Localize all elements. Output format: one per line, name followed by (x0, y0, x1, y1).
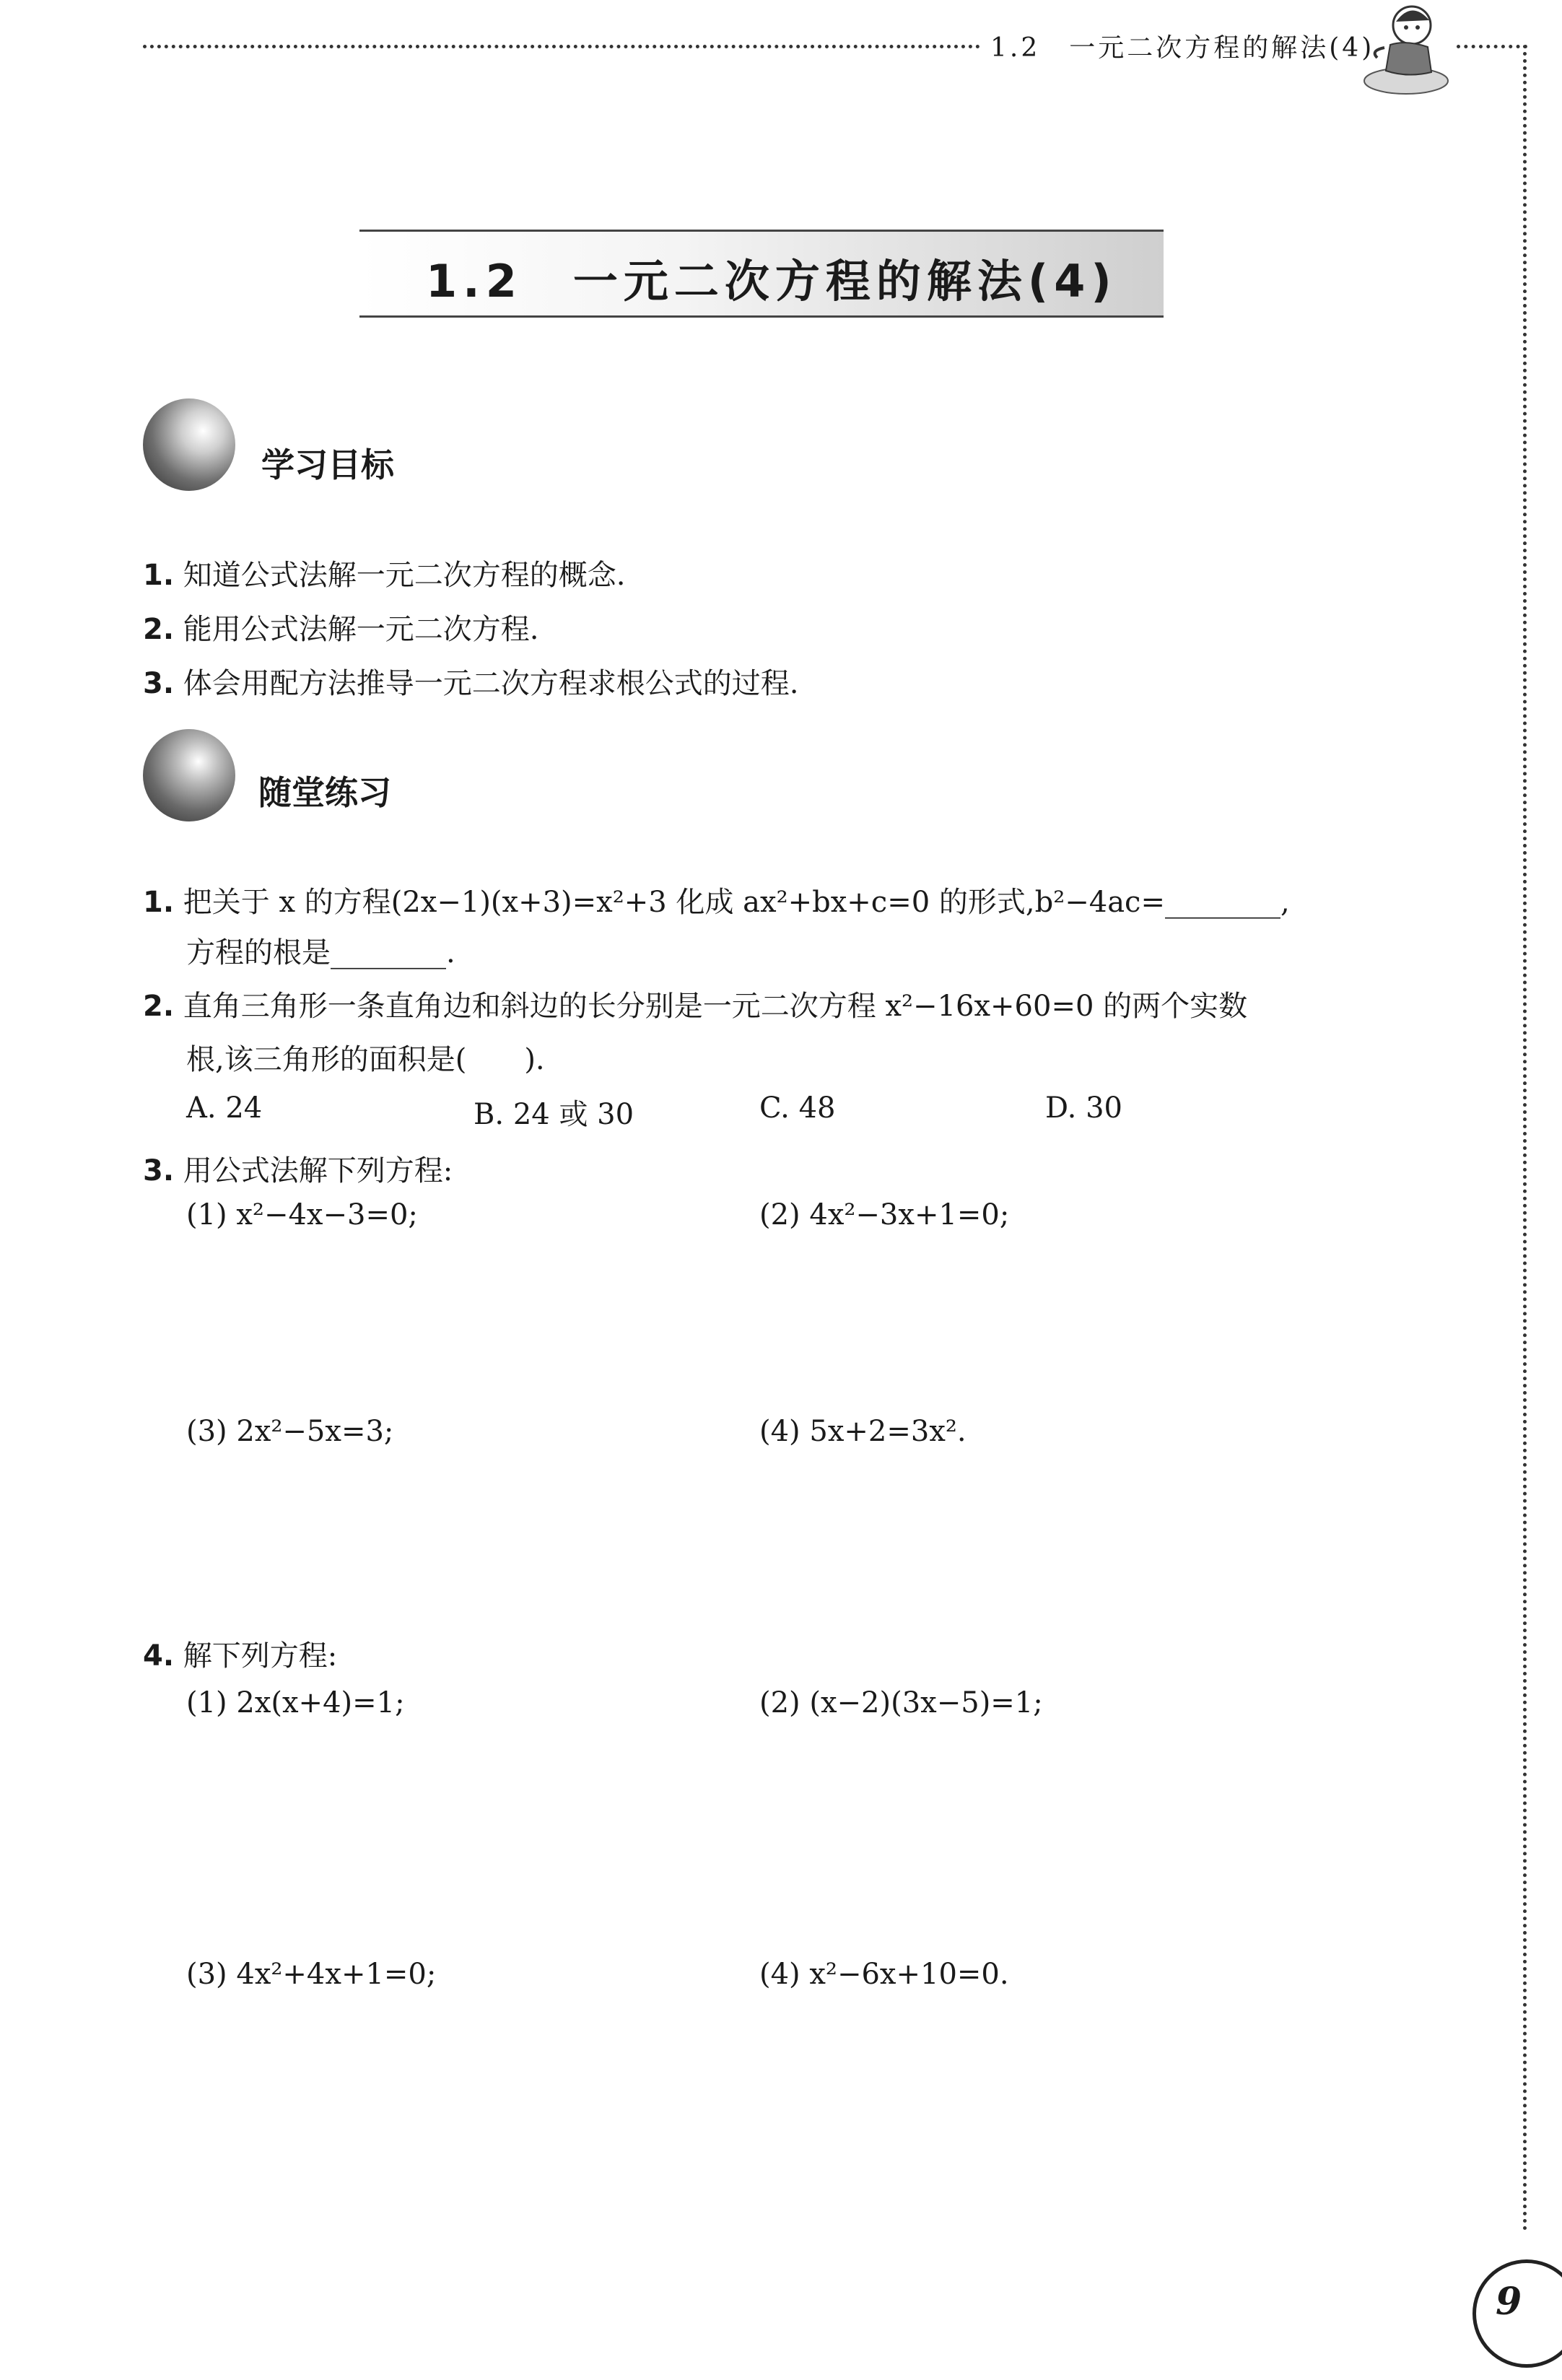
option-b: B. 24 或 30 (474, 1098, 634, 1131)
objective-item: 3. 体会用配方法推导一元二次方程求根公式的过程. (143, 667, 799, 700)
option-c: C. 48 (759, 1091, 836, 1125)
title-number: 1.2 (426, 255, 523, 308)
option-d: D. 30 (1045, 1091, 1122, 1125)
page-title (426, 245, 1117, 310)
objective-item: 1. 知道公式法解一元二次方程的概念. (143, 559, 626, 592)
mascot-icon (1356, 0, 1449, 97)
question-1-line2: 方程的根是________. (186, 936, 455, 969)
q3-part-1: (1) x²−4x−3=0; (186, 1198, 418, 1232)
globe-icon (143, 729, 235, 821)
header-dotted-rule (143, 45, 980, 48)
sphere-icon (143, 398, 235, 491)
objective-item: 2. 能用公式法解一元二次方程. (143, 613, 539, 646)
q3-part-4: (4) 5x+2=3x². (759, 1415, 967, 1448)
question-4: 4. 解下列方程: (143, 1639, 338, 1673)
header-dotted-rule-right (1457, 45, 1527, 48)
question-2-line2: 根,该三角形的面积是( ). (186, 1043, 545, 1076)
question-1: 1. 把关于 x 的方程(2x−1)(x+3)=x²+3 化成 ax²+bx+c=0 的形式,b²−4ac=________, (143, 886, 1290, 919)
q3-part-2: (2) 4x²−3x+1=0; (759, 1198, 1010, 1232)
q3-part-3: (3) 2x²−5x=3; (186, 1415, 394, 1448)
q4-part-4: (4) x²−6x+10=0. (759, 1958, 1009, 1991)
practice-heading: 随堂练习 (258, 773, 391, 812)
q4-part-2: (2) (x−2)(3x−5)=1; (759, 1686, 1043, 1719)
page-border-dotted (1523, 45, 1527, 2232)
page-number: 9 (1496, 2280, 1522, 2324)
q4-part-3: (3) 4x²+4x+1=0; (186, 1958, 437, 1991)
objectives-heading: 学习目标 (261, 445, 394, 484)
running-header: 1.2 一元二次方程的解法(4) (990, 33, 1375, 63)
option-a: A. 24 (186, 1091, 263, 1125)
title-text: 一元二次方程的解法(4) (572, 255, 1117, 308)
question-2: 2. 直角三角形一条直角边和斜边的长分别是一元二次方程 x²−16x+60=0 的两个实数 (143, 990, 1248, 1023)
q4-part-1: (1) 2x(x+4)=1; (186, 1686, 405, 1719)
question-3: 3. 用公式法解下列方程: (143, 1154, 453, 1187)
